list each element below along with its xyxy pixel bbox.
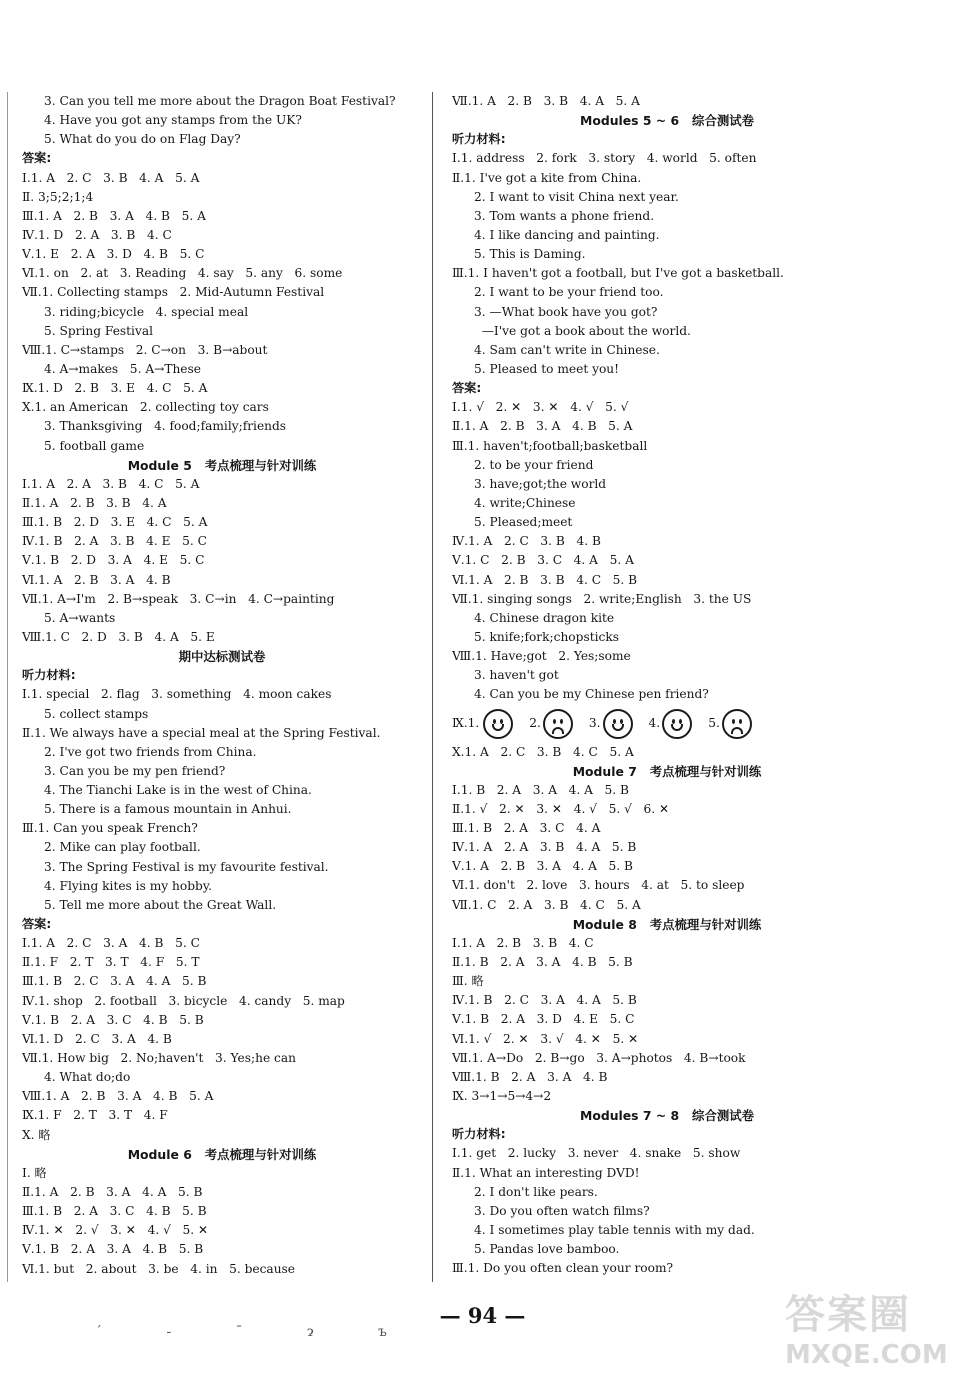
face-answer-item xyxy=(589,709,633,739)
answer-line: Ⅱ.1. B 2. A 3. A 4. B 5. B xyxy=(452,955,633,970)
answer-line: Ⅵ.1. A 2. B 3. B 4. C 5. B xyxy=(452,572,638,587)
answer-line: Ⅳ.1. A 2. C 3. B 4. B xyxy=(452,534,601,549)
answer-line: Ⅷ.1. A 2. B 3. A 4. B 5. A xyxy=(22,1089,214,1104)
section-title: Module 5 考点梳理与针对训练 xyxy=(127,457,317,473)
face-answer-item xyxy=(529,709,573,739)
answer-line: —I've got a book about the world. xyxy=(474,323,691,338)
answer-line: Ⅱ.1. What an interesting DVD! xyxy=(452,1165,640,1180)
answer-line: Ⅰ.1. B 2. A 3. A 4. A 5. B xyxy=(452,782,630,797)
answer-line: Ⅳ.1. ✕ 2. √ 3. ✕ 4. √ 5. ✕ xyxy=(22,1223,209,1238)
sad-face-icon xyxy=(543,709,573,739)
answer-line: 2. I want to be your friend too. xyxy=(474,285,664,300)
answer-line: Ⅰ.1. special 2. flag 3. something 4. moon cakes xyxy=(22,687,332,702)
watermark-en: MXQE.COM xyxy=(785,1340,948,1370)
section-label: 听力材料: xyxy=(452,1127,506,1142)
answer-line: Ⅱ. 3;5;2;1;4 xyxy=(22,189,94,204)
answer-line: Ⅳ.1. B 2. C 3. A 4. A 5. B xyxy=(452,993,637,1008)
answer-line: Ⅴ.1. B 2. A 3. C 4. B 5. B xyxy=(22,1012,204,1027)
answer-line: 2. I don't like pears. xyxy=(474,1184,598,1199)
answer-line: Ⅸ.1. D 2. B 3. E 4. C 5. A xyxy=(22,381,208,396)
section-title: 期中达标测试卷 xyxy=(178,649,266,665)
answer-line: 5. Pleased;meet xyxy=(474,515,573,530)
answer-line: Ⅰ. 略 xyxy=(22,1165,47,1180)
section-label: 答案: xyxy=(22,151,52,166)
answer-line: 3. Tom wants a phone friend. xyxy=(474,208,655,223)
answer-line: Ⅳ.1. D 2. A 3. B 4. C xyxy=(22,227,172,242)
answer-line: 4. I like dancing and painting. xyxy=(474,227,660,242)
answer-line: Ⅱ.1. F 2. T 3. T 4. F 5. T xyxy=(22,955,200,970)
section-title: Modules 7 ~ 8 综合测试卷 xyxy=(579,1108,755,1124)
faces-prefix: Ⅸ.1. xyxy=(452,715,480,730)
answer-line: Ⅱ.1. √ 2. ✕ 3. ✕ 4. √ 5. √ 6. ✕ xyxy=(452,801,670,816)
answer-line: Ⅲ.1. B 2. C 3. A 4. A 5. B xyxy=(22,974,207,989)
answer-line: Ⅱ.1. I've got a kite from China. xyxy=(452,170,642,185)
answer-line: Ⅵ.1. but 2. about 3. be 4. in 5. because xyxy=(22,1261,296,1276)
answer-line: Ⅴ.1. E 2. A 3. D 4. B 5. C xyxy=(22,247,205,262)
sad-face-icon xyxy=(722,709,752,739)
answer-line: 4. The Tianchi Lake is in the west of China. xyxy=(44,783,312,798)
answer-line: 5. A→wants xyxy=(44,610,116,625)
left-margin-rule xyxy=(7,92,8,1282)
right-column xyxy=(452,92,882,1278)
answer-line: Ⅹ.1. an American 2. collecting toy cars xyxy=(22,400,269,415)
answer-line: 5. Pleased to meet you! xyxy=(474,361,620,376)
answer-line: Ⅱ.1. We always have a special meal at the Spring Festival. xyxy=(22,725,381,740)
answer-line: Ⅸ.1. F 2. T 3. T 4. F xyxy=(22,1108,168,1123)
answer-line: Ⅲ.1. A 2. B 3. A 4. B 5. A xyxy=(22,208,206,223)
answer-line: Ⅷ.1. B 2. A 3. A 4. B xyxy=(452,1069,608,1084)
face-answer-item xyxy=(649,709,693,739)
answer-line: Ⅳ.1. shop 2. football 3. bicycle 4. candy 5. map xyxy=(22,993,345,1008)
answer-line: 2. to be your friend xyxy=(474,457,594,472)
answer-line: Ⅲ.1. Do you often clean your room? xyxy=(452,1261,674,1276)
section-label: 听力材料: xyxy=(22,668,76,683)
watermark-cn: 答案圈 xyxy=(785,1292,911,1338)
answer-line: 4. write;Chinese xyxy=(474,495,576,510)
answer-line: 4. Have you got any stamps from the UK? xyxy=(44,113,302,128)
answer-line: 5. football game xyxy=(44,438,145,453)
answer-line: 5. collect stamps xyxy=(44,706,149,721)
answer-line: Ⅴ.1. B 2. A 3. A 4. B 5. B xyxy=(22,1242,204,1257)
column-divider xyxy=(432,92,433,1282)
answer-line: Ⅶ.1. How big 2. No;haven't 3. Yes;he can xyxy=(22,1051,296,1066)
face-number: 4. xyxy=(648,715,661,730)
answer-line: Ⅲ.1. I haven't got a football, but I've got a basketball. xyxy=(452,266,784,281)
answer-line: 5. There is a famous mountain in Anhui. xyxy=(44,802,292,817)
answer-line: Ⅷ.1. C→stamps 2. C→on 3. B→about xyxy=(22,342,268,357)
smiley-face-icon xyxy=(483,709,513,739)
answer-line: 3. Thanksgiving 4. food;family;friends xyxy=(44,419,287,434)
answer-line: Ⅰ.1. A 2. B 3. B 4. C xyxy=(452,935,594,950)
answer-line: Ⅶ.1. C 2. A 3. B 4. C 5. A xyxy=(452,897,641,912)
answer-line: Ⅵ.1. D 2. C 3. A 4. B xyxy=(22,1031,172,1046)
answer-line: Ⅴ.1. B 2. D 3. A 4. E 5. C xyxy=(22,553,205,568)
answer-line: Ⅴ.1. A 2. B 3. A 4. A 5. B xyxy=(452,859,633,874)
answer-line: Ⅲ.1. haven't;football;basketball xyxy=(452,438,648,453)
answer-line: Ⅷ.1. C 2. D 3. B 4. A 5. E xyxy=(22,629,215,644)
answer-line: Ⅰ.1. get 2. lucky 3. never 4. snake 5. show xyxy=(452,1146,741,1161)
answer-line: Ⅱ.1. A 2. B 3. A 4. B 5. A xyxy=(452,419,633,434)
section-title: Module 6 考点梳理与针对训练 xyxy=(127,1146,317,1162)
answer-line: Ⅲ.1. B 2. A 3. C 4. A xyxy=(452,821,601,836)
section-title: Module 8 考点梳理与针对训练 xyxy=(572,916,762,932)
section-label: 答案: xyxy=(22,917,52,932)
watermark-logo xyxy=(785,1283,955,1370)
face-answer-item xyxy=(483,709,513,739)
answer-line: 5. What do you do on Flag Day? xyxy=(44,132,241,147)
answer-line: Ⅳ.1. A 2. A 3. B 4. A 5. B xyxy=(452,840,637,855)
answer-line: 3. Can you be my pen friend? xyxy=(44,763,226,778)
answer-line: Ⅱ.1. A 2. B 3. B 4. A xyxy=(22,495,167,510)
answer-line: 2. I want to visit China next year. xyxy=(474,189,679,204)
section-label: 听力材料: xyxy=(452,132,506,147)
answer-line: Ⅶ.1. A→Do 2. B→go 3. A→photos 4. B→took xyxy=(452,1050,746,1065)
section-title: Module 7 考点梳理与针对训练 xyxy=(572,763,762,779)
answer-line: 4. Sam can't write in Chinese. xyxy=(474,342,660,357)
face-number: 3. xyxy=(588,715,601,730)
answer-line: Ⅰ.1. A 2. C 3. A 4. B 5. C xyxy=(22,936,200,951)
answer-line: Ⅶ.1. A→I'm 2. B→speak 3. C→in 4. C→painting xyxy=(22,591,335,606)
answer-line: Ⅵ.1. don't 2. love 3. hours 4. at 5. to sleep xyxy=(452,878,745,893)
answer-line: Ⅶ.1. Collecting stamps 2. Mid-Autumn Festival xyxy=(22,285,325,300)
answer-line: Ⅶ.1. A 2. B 3. B 4. A 5. A xyxy=(452,94,640,108)
answer-line: Ⅸ. 3→1→5→4→2 xyxy=(452,1089,552,1104)
answer-line: Ⅴ.1. B 2. A 3. D 4. E 5. C xyxy=(452,1012,635,1027)
scan-marks: ˊ ‐ ˉ ɂ ъ xyxy=(95,1324,417,1340)
answer-line: Ⅹ. 略 xyxy=(22,1127,51,1142)
answer-line: 4. Flying kites is my hobby. xyxy=(44,878,212,893)
smiley-face-icon xyxy=(603,709,633,739)
answer-line: 4. What do;do xyxy=(44,1070,131,1085)
answer-line: Ⅹ.1. A 2. C 3. B 4. C 5. A xyxy=(452,744,634,759)
answer-line: Ⅲ. 略 xyxy=(452,974,484,989)
answer-line: Ⅳ.1. B 2. A 3. B 4. E 5. C xyxy=(22,534,207,549)
smiley-face-icon xyxy=(662,709,692,739)
left-column xyxy=(22,92,422,1279)
answer-line: Ⅰ.1. address 2. fork 3. story 4. world 5. often xyxy=(452,151,757,166)
face-number: 5. xyxy=(708,715,720,730)
answer-line: 3. haven't got xyxy=(474,668,559,683)
page-number: — 94 — xyxy=(439,1303,526,1328)
answer-line: 4. Chinese dragon kite xyxy=(474,610,615,625)
answer-line: 4. Can you be my Chinese pen friend? xyxy=(474,687,709,702)
answer-line: Ⅵ.1. √ 2. ✕ 3. √ 4. ✕ 5. ✕ xyxy=(452,1031,639,1046)
section-title: Modules 5 ~ 6 综合测试卷 xyxy=(579,113,755,129)
answer-line: 5. Tell me more about the Great Wall. xyxy=(44,897,277,912)
face-answer-item xyxy=(708,709,752,739)
answer-line: 5. knife;fork;chopsticks xyxy=(474,629,619,644)
answer-line: Ⅱ.1. A 2. B 3. A 4. A 5. B xyxy=(22,1185,203,1200)
answer-line: Ⅲ.1. B 2. D 3. E 4. C 5. A xyxy=(22,515,208,530)
answer-line: Ⅰ.1. A 2. A 3. B 4. C 5. A xyxy=(22,476,200,491)
answer-line: 3. Do you often watch films? xyxy=(474,1203,650,1218)
answer-line: 4. I sometimes play table tennis with my dad. xyxy=(474,1223,755,1238)
answer-line: Ⅰ.1. A 2. C 3. B 4. A 5. A xyxy=(22,170,200,185)
face-number: 2. xyxy=(529,715,541,730)
answer-line: 2. I've got two friends from China. xyxy=(44,744,257,759)
section-label: 答案: xyxy=(452,381,482,396)
answer-line: 2. Mike can play football. xyxy=(44,840,201,855)
answer-line: Ⅵ.1. on 2. at 3. Reading 4. say 5. any 6. some xyxy=(22,266,343,281)
faces-answer-row xyxy=(452,705,882,743)
answer-line: Ⅰ.1. √ 2. ✕ 3. ✕ 4. √ 5. √ xyxy=(452,400,629,415)
answer-line: 3. riding;bicycle 4. special meal xyxy=(44,304,249,319)
answer-line: Ⅷ.1. Have;got 2. Yes;some xyxy=(452,649,631,664)
answer-line: 3. have;got;the world xyxy=(474,476,607,491)
answer-line: 3. Can you tell me more about the Dragon Boat Festival? xyxy=(44,94,396,108)
answer-line: 5. This is Daming. xyxy=(474,247,586,262)
answer-line: 3. —What book have you got? xyxy=(474,304,658,319)
answer-line: 5. Pandas love bamboo. xyxy=(474,1242,620,1257)
answer-line: Ⅴ.1. C 2. B 3. C 4. A 5. A xyxy=(452,553,634,568)
answer-line: Ⅲ.1. Can you speak French? xyxy=(22,821,198,836)
answer-line: 5. Spring Festival xyxy=(44,323,154,338)
answer-line: 4. A→makes 5. A→These xyxy=(44,361,201,376)
answer-line: Ⅲ.1. B 2. A 3. C 4. B 5. B xyxy=(22,1204,207,1219)
answer-line: Ⅵ.1. A 2. B 3. A 4. B xyxy=(22,572,171,587)
answer-line: 3. The Spring Festival is my favourite festival. xyxy=(44,859,329,874)
answer-line: Ⅶ.1. singing songs 2. write;English 3. the US xyxy=(452,591,752,606)
